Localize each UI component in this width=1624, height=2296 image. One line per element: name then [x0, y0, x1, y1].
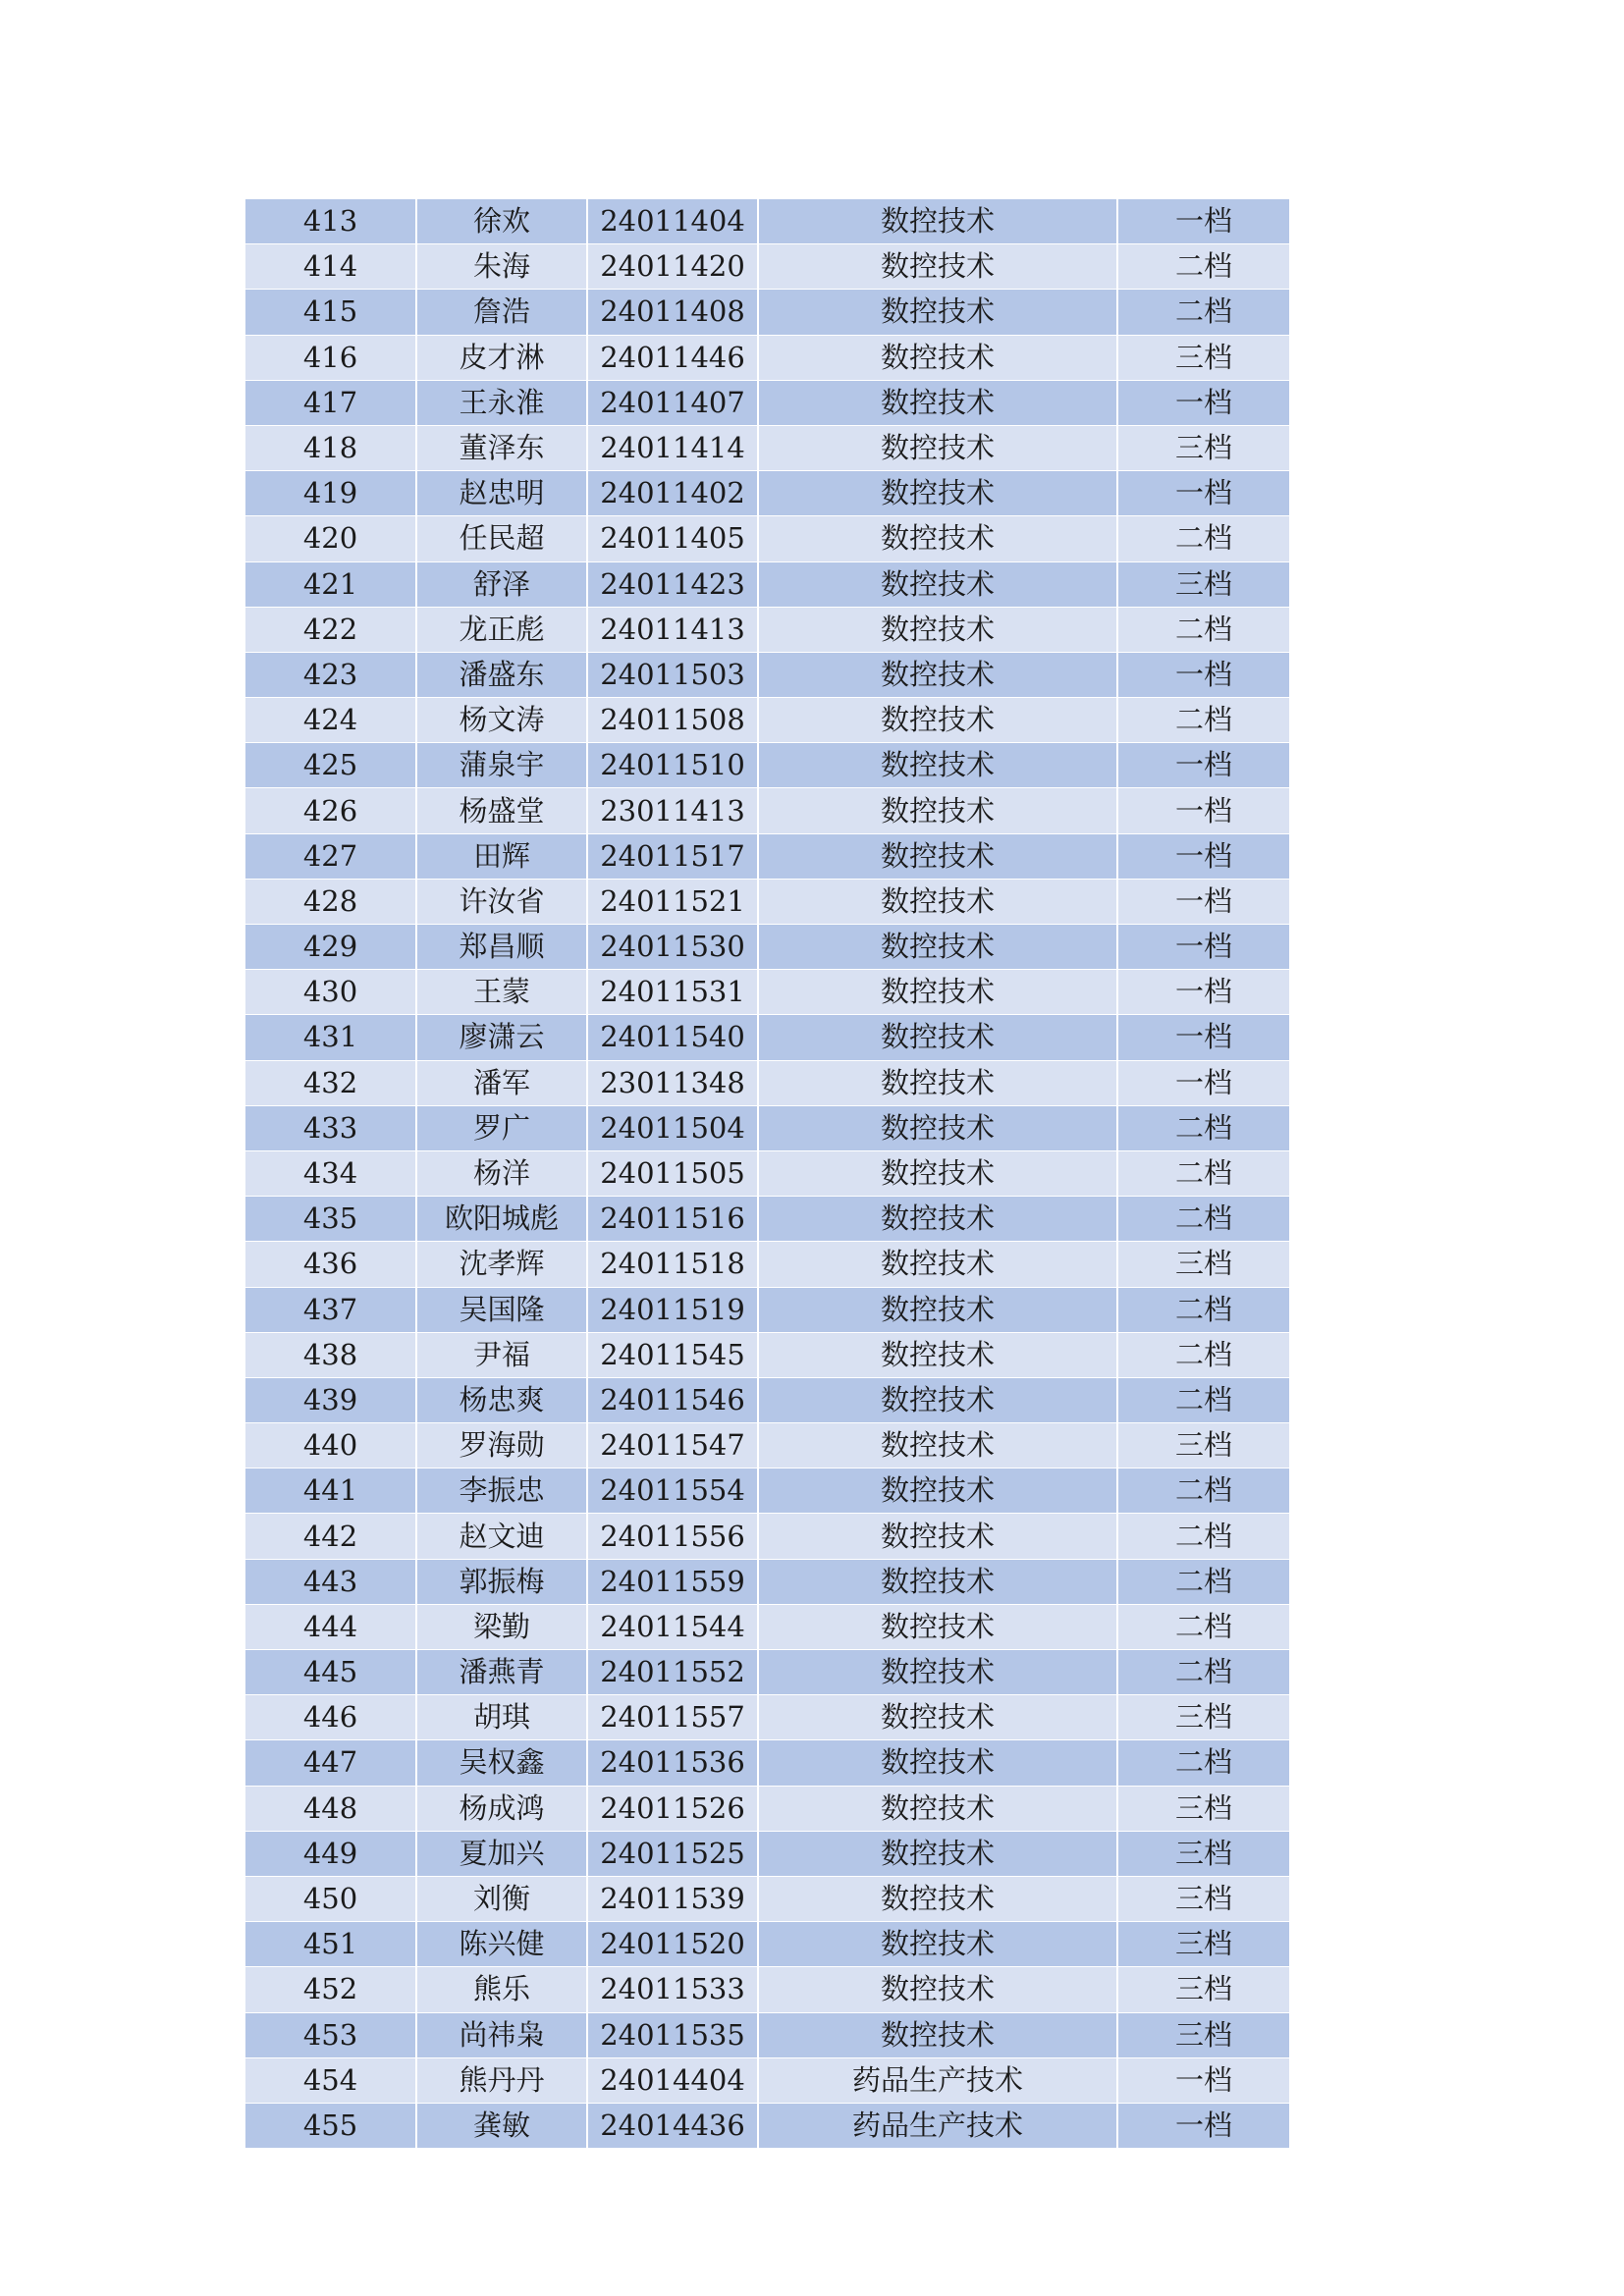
student-name-cell: 杨洋 [416, 1150, 587, 1196]
student-id-cell: 24011408 [587, 290, 758, 335]
student-id-cell: 24011552 [587, 1650, 758, 1695]
student-id-cell: 24011536 [587, 1740, 758, 1786]
table-row [245, 2012, 1289, 2057]
table-row [245, 833, 1289, 879]
student-name-cell: 尹福 [416, 1332, 587, 1377]
student-name-cell: 夏加兴 [416, 1831, 587, 1876]
major-cell: 药品生产技术 [758, 2057, 1117, 2103]
student-id-cell: 24011505 [587, 1150, 758, 1196]
serial-number-cell: 432 [245, 1060, 416, 1105]
major-cell: 数控技术 [758, 199, 1117, 244]
table-row [245, 607, 1289, 652]
table-row [245, 925, 1289, 970]
student-id-cell: 24011547 [587, 1423, 758, 1468]
serial-number-cell: 424 [245, 698, 416, 743]
major-cell: 数控技术 [758, 516, 1117, 561]
major-cell: 数控技术 [758, 652, 1117, 697]
serial-number-cell: 413 [245, 199, 416, 244]
table-row [245, 1922, 1289, 1967]
serial-number-cell: 438 [245, 1332, 416, 1377]
major-cell: 数控技术 [758, 833, 1117, 879]
serial-number-cell: 414 [245, 244, 416, 290]
grade-level-cell: 一档 [1117, 2103, 1289, 2148]
student-id-cell: 24011504 [587, 1105, 758, 1150]
grade-level-cell: 一档 [1117, 788, 1289, 833]
student-id-cell: 24011407 [587, 380, 758, 425]
student-name-cell: 欧阳城彪 [416, 1197, 587, 1242]
table-row [245, 561, 1289, 607]
student-id-cell: 24011517 [587, 833, 758, 879]
student-id-cell: 24014404 [587, 2057, 758, 2103]
student-name-cell: 熊丹丹 [416, 2057, 587, 2103]
student-name-cell: 刘衡 [416, 1876, 587, 1921]
grade-level-cell: 二档 [1117, 1468, 1289, 1514]
major-cell: 数控技术 [758, 1650, 1117, 1695]
student-name-cell: 龚敏 [416, 2103, 587, 2148]
major-cell: 数控技术 [758, 471, 1117, 516]
student-name-cell: 郭振梅 [416, 1559, 587, 1604]
serial-number-cell: 427 [245, 833, 416, 879]
serial-number-cell: 431 [245, 1015, 416, 1060]
student-id-cell: 24011404 [587, 199, 758, 244]
grade-level-cell: 二档 [1117, 1105, 1289, 1150]
major-cell: 数控技术 [758, 1377, 1117, 1422]
table-row [245, 1015, 1289, 1060]
major-cell: 数控技术 [758, 290, 1117, 335]
serial-number-cell: 447 [245, 1740, 416, 1786]
table-row [245, 743, 1289, 788]
serial-number-cell: 416 [245, 335, 416, 380]
grade-level-cell: 三档 [1117, 335, 1289, 380]
grade-level-cell: 三档 [1117, 1876, 1289, 1921]
student-name-cell: 徐欢 [416, 199, 587, 244]
table-row [245, 1786, 1289, 1831]
student-id-cell: 24011405 [587, 516, 758, 561]
grade-level-cell: 二档 [1117, 1197, 1289, 1242]
table-row [245, 1468, 1289, 1514]
student-name-cell: 王永淮 [416, 380, 587, 425]
serial-number-cell: 422 [245, 607, 416, 652]
serial-number-cell: 450 [245, 1876, 416, 1921]
serial-number-cell: 430 [245, 970, 416, 1015]
serial-number-cell: 428 [245, 879, 416, 924]
grade-level-cell: 二档 [1117, 1740, 1289, 1786]
grade-level-cell: 三档 [1117, 561, 1289, 607]
student-id-cell: 24011446 [587, 335, 758, 380]
grade-level-cell: 一档 [1117, 833, 1289, 879]
student-name-cell: 任民超 [416, 516, 587, 561]
grade-level-cell: 二档 [1117, 607, 1289, 652]
table-row [245, 788, 1289, 833]
serial-number-cell: 446 [245, 1695, 416, 1740]
major-cell: 数控技术 [758, 425, 1117, 470]
student-id-cell: 24011420 [587, 244, 758, 290]
major-cell: 数控技术 [758, 380, 1117, 425]
student-id-cell: 24011526 [587, 1786, 758, 1831]
table-row [245, 1060, 1289, 1105]
student-name-cell: 蒲泉宇 [416, 743, 587, 788]
grade-level-cell: 二档 [1117, 1150, 1289, 1196]
student-id-cell: 24011510 [587, 743, 758, 788]
major-cell: 数控技术 [758, 970, 1117, 1015]
student-name-cell: 罗广 [416, 1105, 587, 1150]
serial-number-cell: 423 [245, 652, 416, 697]
student-id-cell: 24011554 [587, 1468, 758, 1514]
serial-number-cell: 454 [245, 2057, 416, 2103]
serial-number-cell: 426 [245, 788, 416, 833]
major-cell: 数控技术 [758, 1105, 1117, 1150]
serial-number-cell: 442 [245, 1514, 416, 1559]
serial-number-cell: 434 [245, 1150, 416, 1196]
student-id-cell: 24011557 [587, 1695, 758, 1740]
grade-level-cell: 三档 [1117, 1695, 1289, 1740]
major-cell: 数控技术 [758, 1967, 1117, 2012]
grade-level-cell: 一档 [1117, 1060, 1289, 1105]
major-cell: 数控技术 [758, 1423, 1117, 1468]
serial-number-cell: 440 [245, 1423, 416, 1468]
student-id-cell: 24011413 [587, 607, 758, 652]
student-id-cell: 24011525 [587, 1831, 758, 1876]
grade-level-cell: 一档 [1117, 380, 1289, 425]
serial-number-cell: 415 [245, 290, 416, 335]
serial-number-cell: 453 [245, 2012, 416, 2057]
table-row [245, 425, 1289, 470]
major-cell: 数控技术 [758, 1695, 1117, 1740]
student-name-cell: 许汝省 [416, 879, 587, 924]
student-id-cell: 24011533 [587, 1967, 758, 2012]
grade-level-cell: 一档 [1117, 970, 1289, 1015]
major-cell: 数控技术 [758, 1287, 1117, 1332]
serial-number-cell: 443 [245, 1559, 416, 1604]
student-id-cell: 24011539 [587, 1876, 758, 1921]
serial-number-cell: 433 [245, 1105, 416, 1150]
student-id-cell: 24011556 [587, 1514, 758, 1559]
major-cell: 数控技术 [758, 698, 1117, 743]
serial-number-cell: 418 [245, 425, 416, 470]
student-id-cell: 24011546 [587, 1377, 758, 1422]
student-id-cell: 24011531 [587, 970, 758, 1015]
student-id-cell: 23011413 [587, 788, 758, 833]
major-cell: 数控技术 [758, 743, 1117, 788]
serial-number-cell: 419 [245, 471, 416, 516]
student-name-cell: 陈兴健 [416, 1922, 587, 1967]
table-row [245, 1604, 1289, 1649]
student-name-cell: 赵文迪 [416, 1514, 587, 1559]
student-name-cell: 赵忠明 [416, 471, 587, 516]
table-row [245, 1514, 1289, 1559]
grade-level-cell: 一档 [1117, 652, 1289, 697]
grade-level-cell: 二档 [1117, 1377, 1289, 1422]
grade-level-cell: 一档 [1117, 199, 1289, 244]
student-id-cell: 24011508 [587, 698, 758, 743]
grade-level-cell: 三档 [1117, 1831, 1289, 1876]
student-id-cell: 24011520 [587, 1922, 758, 1967]
student-name-cell: 潘军 [416, 1060, 587, 1105]
student-name-cell: 潘燕青 [416, 1650, 587, 1695]
major-cell: 数控技术 [758, 2012, 1117, 2057]
serial-number-cell: 444 [245, 1604, 416, 1649]
table-row [245, 1740, 1289, 1786]
student-id-cell: 24011402 [587, 471, 758, 516]
student-name-cell: 廖潇云 [416, 1015, 587, 1060]
serial-number-cell: 455 [245, 2103, 416, 2148]
grade-level-cell: 二档 [1117, 1559, 1289, 1604]
student-name-cell: 皮才淋 [416, 335, 587, 380]
table-row [245, 1876, 1289, 1921]
grade-level-cell: 二档 [1117, 516, 1289, 561]
table-row [245, 1287, 1289, 1332]
student-id-cell: 24011530 [587, 925, 758, 970]
student-id-cell: 24011516 [587, 1197, 758, 1242]
major-cell: 数控技术 [758, 1514, 1117, 1559]
grade-level-cell: 二档 [1117, 1514, 1289, 1559]
serial-number-cell: 445 [245, 1650, 416, 1695]
student-table [245, 199, 1289, 2149]
student-name-cell: 詹浩 [416, 290, 587, 335]
major-cell: 数控技术 [758, 1332, 1117, 1377]
major-cell: 数控技术 [758, 1015, 1117, 1060]
table-row [245, 1105, 1289, 1150]
student-id-cell: 24011535 [587, 2012, 758, 2057]
major-cell: 数控技术 [758, 1559, 1117, 1604]
table-row [245, 244, 1289, 290]
table-row [245, 516, 1289, 561]
grade-level-cell: 二档 [1117, 1332, 1289, 1377]
table-row [245, 652, 1289, 697]
table-row [245, 199, 1289, 244]
serial-number-cell: 425 [245, 743, 416, 788]
major-cell: 数控技术 [758, 1468, 1117, 1514]
student-id-cell: 24011540 [587, 1015, 758, 1060]
student-id-cell: 24014436 [587, 2103, 758, 2148]
grade-level-cell: 三档 [1117, 425, 1289, 470]
serial-number-cell: 441 [245, 1468, 416, 1514]
table-row [245, 1332, 1289, 1377]
serial-number-cell: 417 [245, 380, 416, 425]
student-id-cell: 24011559 [587, 1559, 758, 1604]
grade-level-cell: 三档 [1117, 1786, 1289, 1831]
grade-level-cell: 一档 [1117, 2057, 1289, 2103]
serial-number-cell: 439 [245, 1377, 416, 1422]
student-table-body [245, 199, 1289, 2149]
table-row [245, 380, 1289, 425]
serial-number-cell: 451 [245, 1922, 416, 1967]
student-name-cell: 郑昌顺 [416, 925, 587, 970]
serial-number-cell: 435 [245, 1197, 416, 1242]
table-row [245, 1150, 1289, 1196]
major-cell: 数控技术 [758, 1740, 1117, 1786]
student-name-cell: 杨文涛 [416, 698, 587, 743]
grade-level-cell: 一档 [1117, 1015, 1289, 1060]
student-id-cell: 23011348 [587, 1060, 758, 1105]
grade-level-cell: 二档 [1117, 1287, 1289, 1332]
student-name-cell: 潘盛东 [416, 652, 587, 697]
student-name-cell: 尚祎枭 [416, 2012, 587, 2057]
major-cell: 数控技术 [758, 1242, 1117, 1287]
serial-number-cell: 452 [245, 1967, 416, 2012]
major-cell: 数控技术 [758, 879, 1117, 924]
grade-level-cell: 二档 [1117, 1650, 1289, 1695]
table-row [245, 698, 1289, 743]
student-name-cell: 熊乐 [416, 1967, 587, 2012]
student-id-cell: 24011414 [587, 425, 758, 470]
major-cell: 数控技术 [758, 244, 1117, 290]
table-row [245, 1242, 1289, 1287]
table-row [245, 2103, 1289, 2148]
student-name-cell: 吴国隆 [416, 1287, 587, 1332]
grade-level-cell: 三档 [1117, 1967, 1289, 2012]
major-cell: 数控技术 [758, 788, 1117, 833]
student-name-cell: 沈孝辉 [416, 1242, 587, 1287]
table-row [245, 2057, 1289, 2103]
student-name-cell: 龙正彪 [416, 607, 587, 652]
grade-level-cell: 一档 [1117, 471, 1289, 516]
grade-level-cell: 一档 [1117, 743, 1289, 788]
student-id-cell: 24011518 [587, 1242, 758, 1287]
student-name-cell: 李振忠 [416, 1468, 587, 1514]
student-name-cell: 杨盛堂 [416, 788, 587, 833]
grade-level-cell: 二档 [1117, 290, 1289, 335]
student-name-cell: 罗海勋 [416, 1423, 587, 1468]
grade-level-cell: 三档 [1117, 1922, 1289, 1967]
table-row [245, 335, 1289, 380]
table-row [245, 471, 1289, 516]
major-cell: 数控技术 [758, 1604, 1117, 1649]
major-cell: 数控技术 [758, 1060, 1117, 1105]
serial-number-cell: 429 [245, 925, 416, 970]
major-cell: 药品生产技术 [758, 2103, 1117, 2148]
major-cell: 数控技术 [758, 1150, 1117, 1196]
major-cell: 数控技术 [758, 925, 1117, 970]
student-name-cell: 杨忠爽 [416, 1377, 587, 1422]
major-cell: 数控技术 [758, 1922, 1117, 1967]
student-name-cell: 梁勤 [416, 1604, 587, 1649]
major-cell: 数控技术 [758, 335, 1117, 380]
grade-level-cell: 一档 [1117, 925, 1289, 970]
student-name-cell: 舒泽 [416, 561, 587, 607]
student-name-cell: 田辉 [416, 833, 587, 879]
major-cell: 数控技术 [758, 1831, 1117, 1876]
student-name-cell: 董泽东 [416, 425, 587, 470]
table-row [245, 1197, 1289, 1242]
grade-level-cell: 二档 [1117, 1604, 1289, 1649]
table-row [245, 879, 1289, 924]
table-row [245, 970, 1289, 1015]
major-cell: 数控技术 [758, 607, 1117, 652]
table-row [245, 1559, 1289, 1604]
student-id-cell: 24011521 [587, 879, 758, 924]
student-id-cell: 24011423 [587, 561, 758, 607]
serial-number-cell: 420 [245, 516, 416, 561]
major-cell: 数控技术 [758, 561, 1117, 607]
student-id-cell: 24011544 [587, 1604, 758, 1649]
grade-level-cell: 二档 [1117, 244, 1289, 290]
table-row [245, 1423, 1289, 1468]
student-id-cell: 24011545 [587, 1332, 758, 1377]
serial-number-cell: 421 [245, 561, 416, 607]
grade-level-cell: 三档 [1117, 1423, 1289, 1468]
student-name-cell: 杨成鸿 [416, 1786, 587, 1831]
major-cell: 数控技术 [758, 1876, 1117, 1921]
student-name-cell: 朱海 [416, 244, 587, 290]
grade-level-cell: 二档 [1117, 698, 1289, 743]
serial-number-cell: 449 [245, 1831, 416, 1876]
table-row [245, 290, 1289, 335]
serial-number-cell: 437 [245, 1287, 416, 1332]
student-name-cell: 吴权鑫 [416, 1740, 587, 1786]
grade-level-cell: 三档 [1117, 1242, 1289, 1287]
student-id-cell: 24011519 [587, 1287, 758, 1332]
student-id-cell: 24011503 [587, 652, 758, 697]
grade-level-cell: 三档 [1117, 2012, 1289, 2057]
serial-number-cell: 448 [245, 1786, 416, 1831]
student-name-cell: 王蒙 [416, 970, 587, 1015]
grade-level-cell: 一档 [1117, 879, 1289, 924]
major-cell: 数控技术 [758, 1197, 1117, 1242]
table-row [245, 1695, 1289, 1740]
table-row [245, 1831, 1289, 1876]
major-cell: 数控技术 [758, 1786, 1117, 1831]
student-name-cell: 胡琪 [416, 1695, 587, 1740]
table-row [245, 1377, 1289, 1422]
table-row [245, 1650, 1289, 1695]
serial-number-cell: 436 [245, 1242, 416, 1287]
table-row [245, 1967, 1289, 2012]
